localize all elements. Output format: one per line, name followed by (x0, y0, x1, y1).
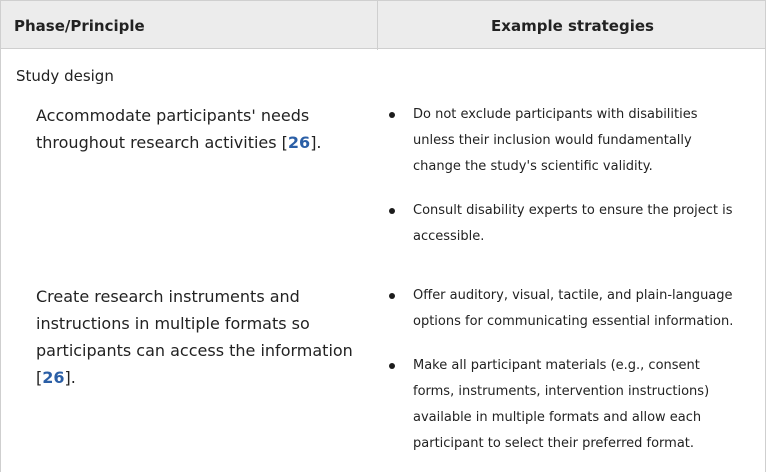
bullet-icon (389, 363, 395, 369)
reference-link[interactable]: 26 (287, 133, 311, 152)
strategy-list (389, 283, 734, 457)
bullet-icon (389, 293, 395, 299)
list-item: Consult disability experts to ensure the project is accessible. (389, 198, 734, 250)
list-item: Offer auditory, visual, tactile, and plain-language options for communicating essential information. (389, 283, 734, 335)
bullet-icon (389, 208, 395, 214)
principle-text: Accommodate participants' needs throughout research activities [26]. (36, 106, 322, 152)
principle-text: Create research instruments and instructions in multiple formats so participants can access the information [26]. (36, 287, 353, 387)
reference-link[interactable]: 26 (42, 368, 65, 387)
list-item: Make all participant materials (e.g., consent forms, instruments, intervention instructions) available in multiple formats and allow each participant to select their preferred format. (389, 353, 734, 457)
bullet-icon (389, 112, 395, 118)
table-header (0, 0, 766, 49)
section-title: Study design (16, 67, 114, 85)
header-example-strategies: Example strategies (491, 17, 654, 35)
header-phase-principle: Phase/Principle (14, 17, 145, 35)
strategy-list (389, 102, 734, 250)
list-item: Do not exclude participants with disabilities unless their inclusion would fundamentally change the study's scientific validity. (389, 102, 734, 180)
